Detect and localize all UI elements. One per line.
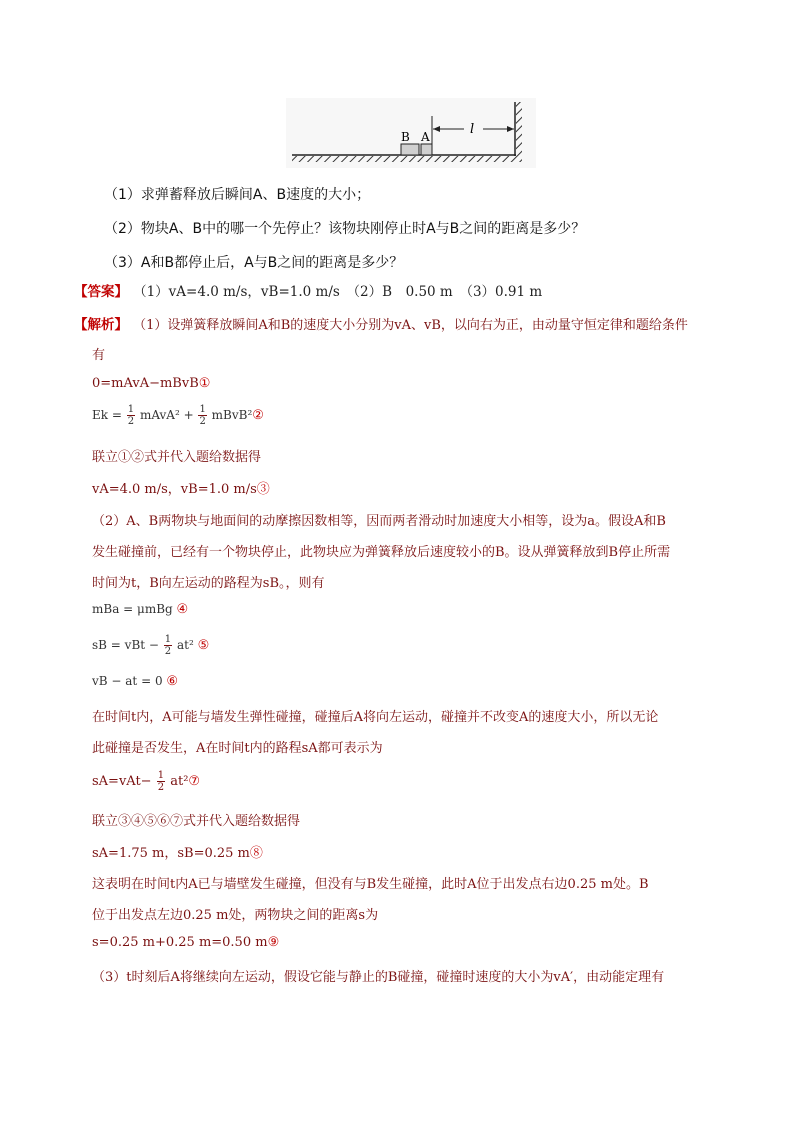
block-a: [421, 144, 432, 155]
solution-line-9: 联立③④⑤⑥⑦式并代入题给数据得: [92, 814, 301, 829]
block-b: [401, 144, 419, 155]
physics-diagram: [286, 98, 536, 168]
solution-line-12: （3）t时刻后A将继续向左运动，假设它能与静止的B碰撞，碰撞时速度的大小为vA′，由动能定理有: [92, 970, 665, 985]
solution-line-6: 时间为t，B向左运动的路程为sB。，则有: [92, 576, 325, 591]
solution-line-2: 有: [92, 348, 106, 363]
equation-3: vA=4.0 m/s，vB=1.0 m/s③: [92, 482, 270, 497]
equation-1: 0=mAvA−mBvB①: [92, 376, 211, 391]
solution-line-11: 位于出发点左边0.25 m处，两物块之间的距离s为: [92, 908, 379, 923]
equation-7: sA=vAt− $\frac{1}{2}$ at²⑦: [92, 770, 201, 793]
question-3: （3）A和B都停止后，A与B之间的距离是多少？: [104, 255, 404, 271]
solution-line-4: （2）A、B两物块与地面间的动摩擦因数相等，因而两者滑动时加速度大小相等，设为a。假设A和B: [92, 514, 666, 529]
solution-line-8: 此碰撞是否发生，A在时间t内的路程sA都可表示为: [92, 741, 383, 756]
wall-hatch: [516, 102, 522, 162]
label-l: l: [470, 122, 475, 137]
equation-4: mBa = μmBg ④: [92, 602, 189, 617]
answer-text: （1）vA=4.0 m/s，vB=1.0 m/s （2）B 0.50 m （3）0.91 m: [133, 284, 543, 300]
question-1: （1）求弹蓄释放后瞬间A、B速度的大小；: [104, 187, 371, 203]
equation-9: s=0.25 m+0.25 m=0.50 m⑨: [92, 935, 280, 950]
solution-line-10: 这表明在时间t内A已与墙壁发生碰撞，但没有与B发生碰撞，此时A位于出发点右边0.25 m处。B: [92, 877, 649, 892]
equation-5: sB = vBt − $\frac{1}{2}$ at² ⑤: [92, 634, 210, 657]
equation-2: Ek = $\frac{1}{2}$ mAvA² + $\frac{1}{2}$ mBvB²②: [92, 404, 264, 427]
solution-line-5: 发生碰撞前，已经有一个物块停止，此物块应为弹簧释放后速度较小的B。设从弹簧释放到B停止所需: [92, 545, 671, 560]
answer-line: [74, 280, 542, 300]
answer-label: 【答案】: [74, 284, 128, 300]
label-a: A: [421, 130, 430, 144]
equation-8: sA=1.75 m，sB=0.25 m⑧: [92, 846, 263, 861]
solution-line-7: 在时间t内，A可能与墙发生弹性碰撞，碰撞后A将向左运动，碰撞并不改变A的速度大小，所以无论: [92, 710, 659, 725]
question-2: （2）物块A、B中的哪一个先停止？该物块刚停止时A与B之间的距离是多少？: [104, 221, 586, 237]
solution-label: 【解析】: [74, 317, 128, 333]
solution-line-3: 联立①②式并代入题给数据得: [92, 450, 262, 465]
ground-hatch: [292, 156, 516, 162]
label-b: B: [401, 130, 410, 144]
equation-6: vB − at = 0 ⑥: [92, 674, 179, 689]
solution-line-1: 【解析】 （1）设弹簧释放瞬间A和B的速度大小分别为vA、vB，以向右为正，由动量守恒定律和题给条件: [74, 317, 688, 333]
